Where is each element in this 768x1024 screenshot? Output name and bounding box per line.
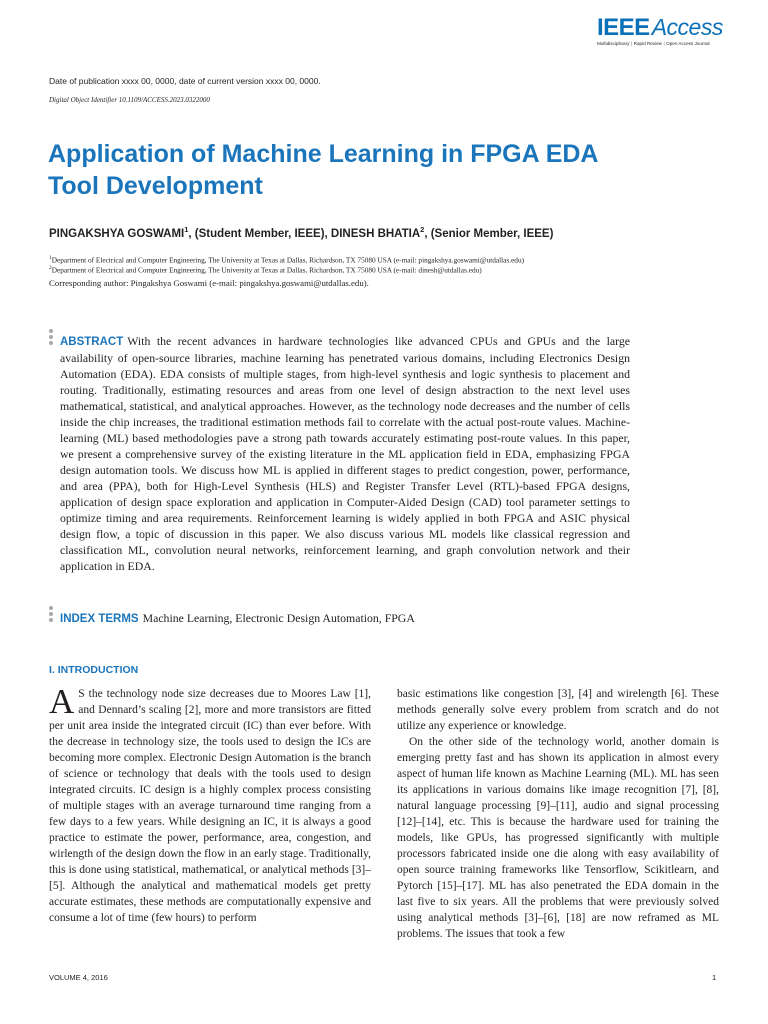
tagline-separator: |	[663, 41, 665, 46]
affiliation-2	[49, 263, 482, 275]
tagline-separator: |	[630, 41, 633, 46]
abstract-dots-icon	[49, 329, 53, 347]
body-paragraph: On the other side of the technology world, another domain is emerging pretty fast and has shown its application in almost every aspect of human life known as Machine Learning (ML). ML has seen its applications in various domains like image recognition [7], [8], natural language processing [9]–[11], audio and signal processing [12]–[14], etc. This is because the hardware used for training the models, like GPUs, has progressed significantly with multiple processors fabricated inside one die along with easy availability of open source training frameworks like Tensorflow, Scikitlearn, and Pytorch [15]–[17]. ML has also penetrated the EDA domain in the last five to six years. All the problems that were previously solved using analytical methods [3]–[6], [18] are now reframed as ML problems. The issues that took a few	[397, 736, 719, 940]
index-terms	[60, 610, 630, 627]
affiliation-mark: 1	[184, 225, 189, 234]
abstract-heading: ABSTRACT	[60, 336, 124, 348]
index-terms-heading: INDEX TERMS	[60, 613, 139, 625]
author-role: , (Senior Member, IEEE)	[424, 227, 554, 240]
body-column-right	[397, 686, 719, 942]
logo-tagline	[597, 41, 717, 46]
logo-ieee-text: IEEE	[597, 14, 650, 41]
body-paragraph: basic estimations like congestion [3], [4] and wirelength [6]. These methods generally solve every problem from scratch and do not utilize any experience or knowledge.	[397, 688, 719, 732]
author-name: DINESH BHATIA	[330, 227, 421, 240]
logo-tagline-item: Open Access Journal	[666, 41, 710, 46]
abstract	[60, 333, 630, 574]
section-heading-introduction: I. INTRODUCTION	[49, 664, 139, 676]
logo-tagline-item: Rapid Review	[633, 41, 662, 46]
footer-page-number: 1	[712, 973, 717, 982]
paragraph-text: S the technology node size decreases due to Moores Law [1], and Dennard’s scaling [2], more and more transistors are fitted per unit area inside the integrated circuit (IC) than ever before. With the decrease in technology size, the tools used to design the ICs are becoming more complex. Electronic Design Automation is the branch of science or technology that deals with the tools used to design integrated circuits. IC design is a highly complex process consisting of multiple stages with an average turnaround time ranging from a few days to a few years. While designing an IC, it is always a good practice to estimate the power, performance, area, congestion, and wirlength of the design down the flow in an early stage. Traditionally, this is done using statistical, mathematical, or analytical methods [3]–[5]. Although the analytical and mathematical models get pretty accurate estimates, these methods are computationally expensive and consume a lot of time (few hours) to perform	[49, 688, 371, 924]
corresponding-author: Corresponding author: Pingakshya Goswami (e-mail: pingakshya.goswami@utdallas.edu).	[49, 278, 369, 288]
author-line	[49, 222, 639, 242]
logo-wordmark	[597, 14, 723, 42]
doi-line: Digital Object Identifier 10.1109/ACCESS.2023.0322000	[49, 96, 210, 104]
index-terms-text: Machine Learning, Electronic Design Automation, FPGA	[142, 611, 415, 625]
author-role: , (Student Member, IEEE),	[188, 227, 331, 240]
abstract-text: With the recent advances in hardware technologies like advanced CPUs and GPUs and the large availability of open-source libraries, machine learning has penetrated various domains, including Electronics Design Automation (EDA). EDA consists of multiple stages, from high-level synthesis and logic synthesis to placement and routing. Traditionally, estimating resources and areas from one level of design abstraction to the next level uses mathematical, statistical, and analytical approaches. However, as the technology node decreases and the number of cells inside the chip increases, the traditional estimation methods fail to correlate with the actual post-route values. Machine-learning (ML) based methodologies pave a strong path towards accurately estimating post-route values. In this paper, we present a comprehensive survey of the existing literature in the ML application field in EDA, emphasizing FPGA design automation tools. We discuss how ML is applied in different stages to predict congestion, power, performance, and area (PPA), both for High-Level Synthesis (HLS) and Register Transfer Level (RTL)-based FPGA designs, application of design space exploration and application in Computer-Aided Design (CAD) tool parameter settings to optimize timing and area requirements. Reinforcement learning is widely applied in both FPGA and ASIC physical design flow, a topic of discussion in this paper. We also discuss various ML models like classical regression and classification ML, convolution neural networks, reinforcement learning, and graph convolution network and their application in EDA.	[60, 334, 630, 573]
paper-title: Application of Machine Learning in FPGA EDA Tool Development	[48, 140, 598, 200]
drop-cap: A	[49, 682, 75, 721]
publication-date: Date of publication xxxx 00, 0000, date of current version xxxx 00, 0000.	[49, 76, 321, 86]
logo-access-text: Access	[651, 14, 723, 40]
affiliation-mark: 2	[49, 265, 52, 271]
affiliation-text: Department of Electrical and Computer Engineering, The University at Texas at Dallas, Richardson, TX 75080 USA (e-mail: pingakshya.goswami@utdallas.edu)	[51, 255, 525, 265]
affiliation-mark: 1	[49, 255, 52, 261]
affiliation-mark: 2	[420, 225, 425, 234]
index-terms-dots-icon	[49, 606, 53, 624]
author-name: PINGAKSHYA GOSWAMI	[49, 227, 185, 240]
body-paragraph	[49, 682, 371, 926]
body-column-left	[49, 682, 371, 926]
ieee-access-logo	[597, 14, 723, 46]
footer-volume: VOLUME 4, 2016	[49, 973, 108, 982]
logo-tagline-item: Multidisciplinary	[597, 41, 630, 46]
affiliation-text: Department of Electrical and Computer Engineering, The University at Texas at Dallas, Richardson, TX 75080 USA (e-mail: dinesh@utdallas.edu)	[51, 265, 482, 275]
